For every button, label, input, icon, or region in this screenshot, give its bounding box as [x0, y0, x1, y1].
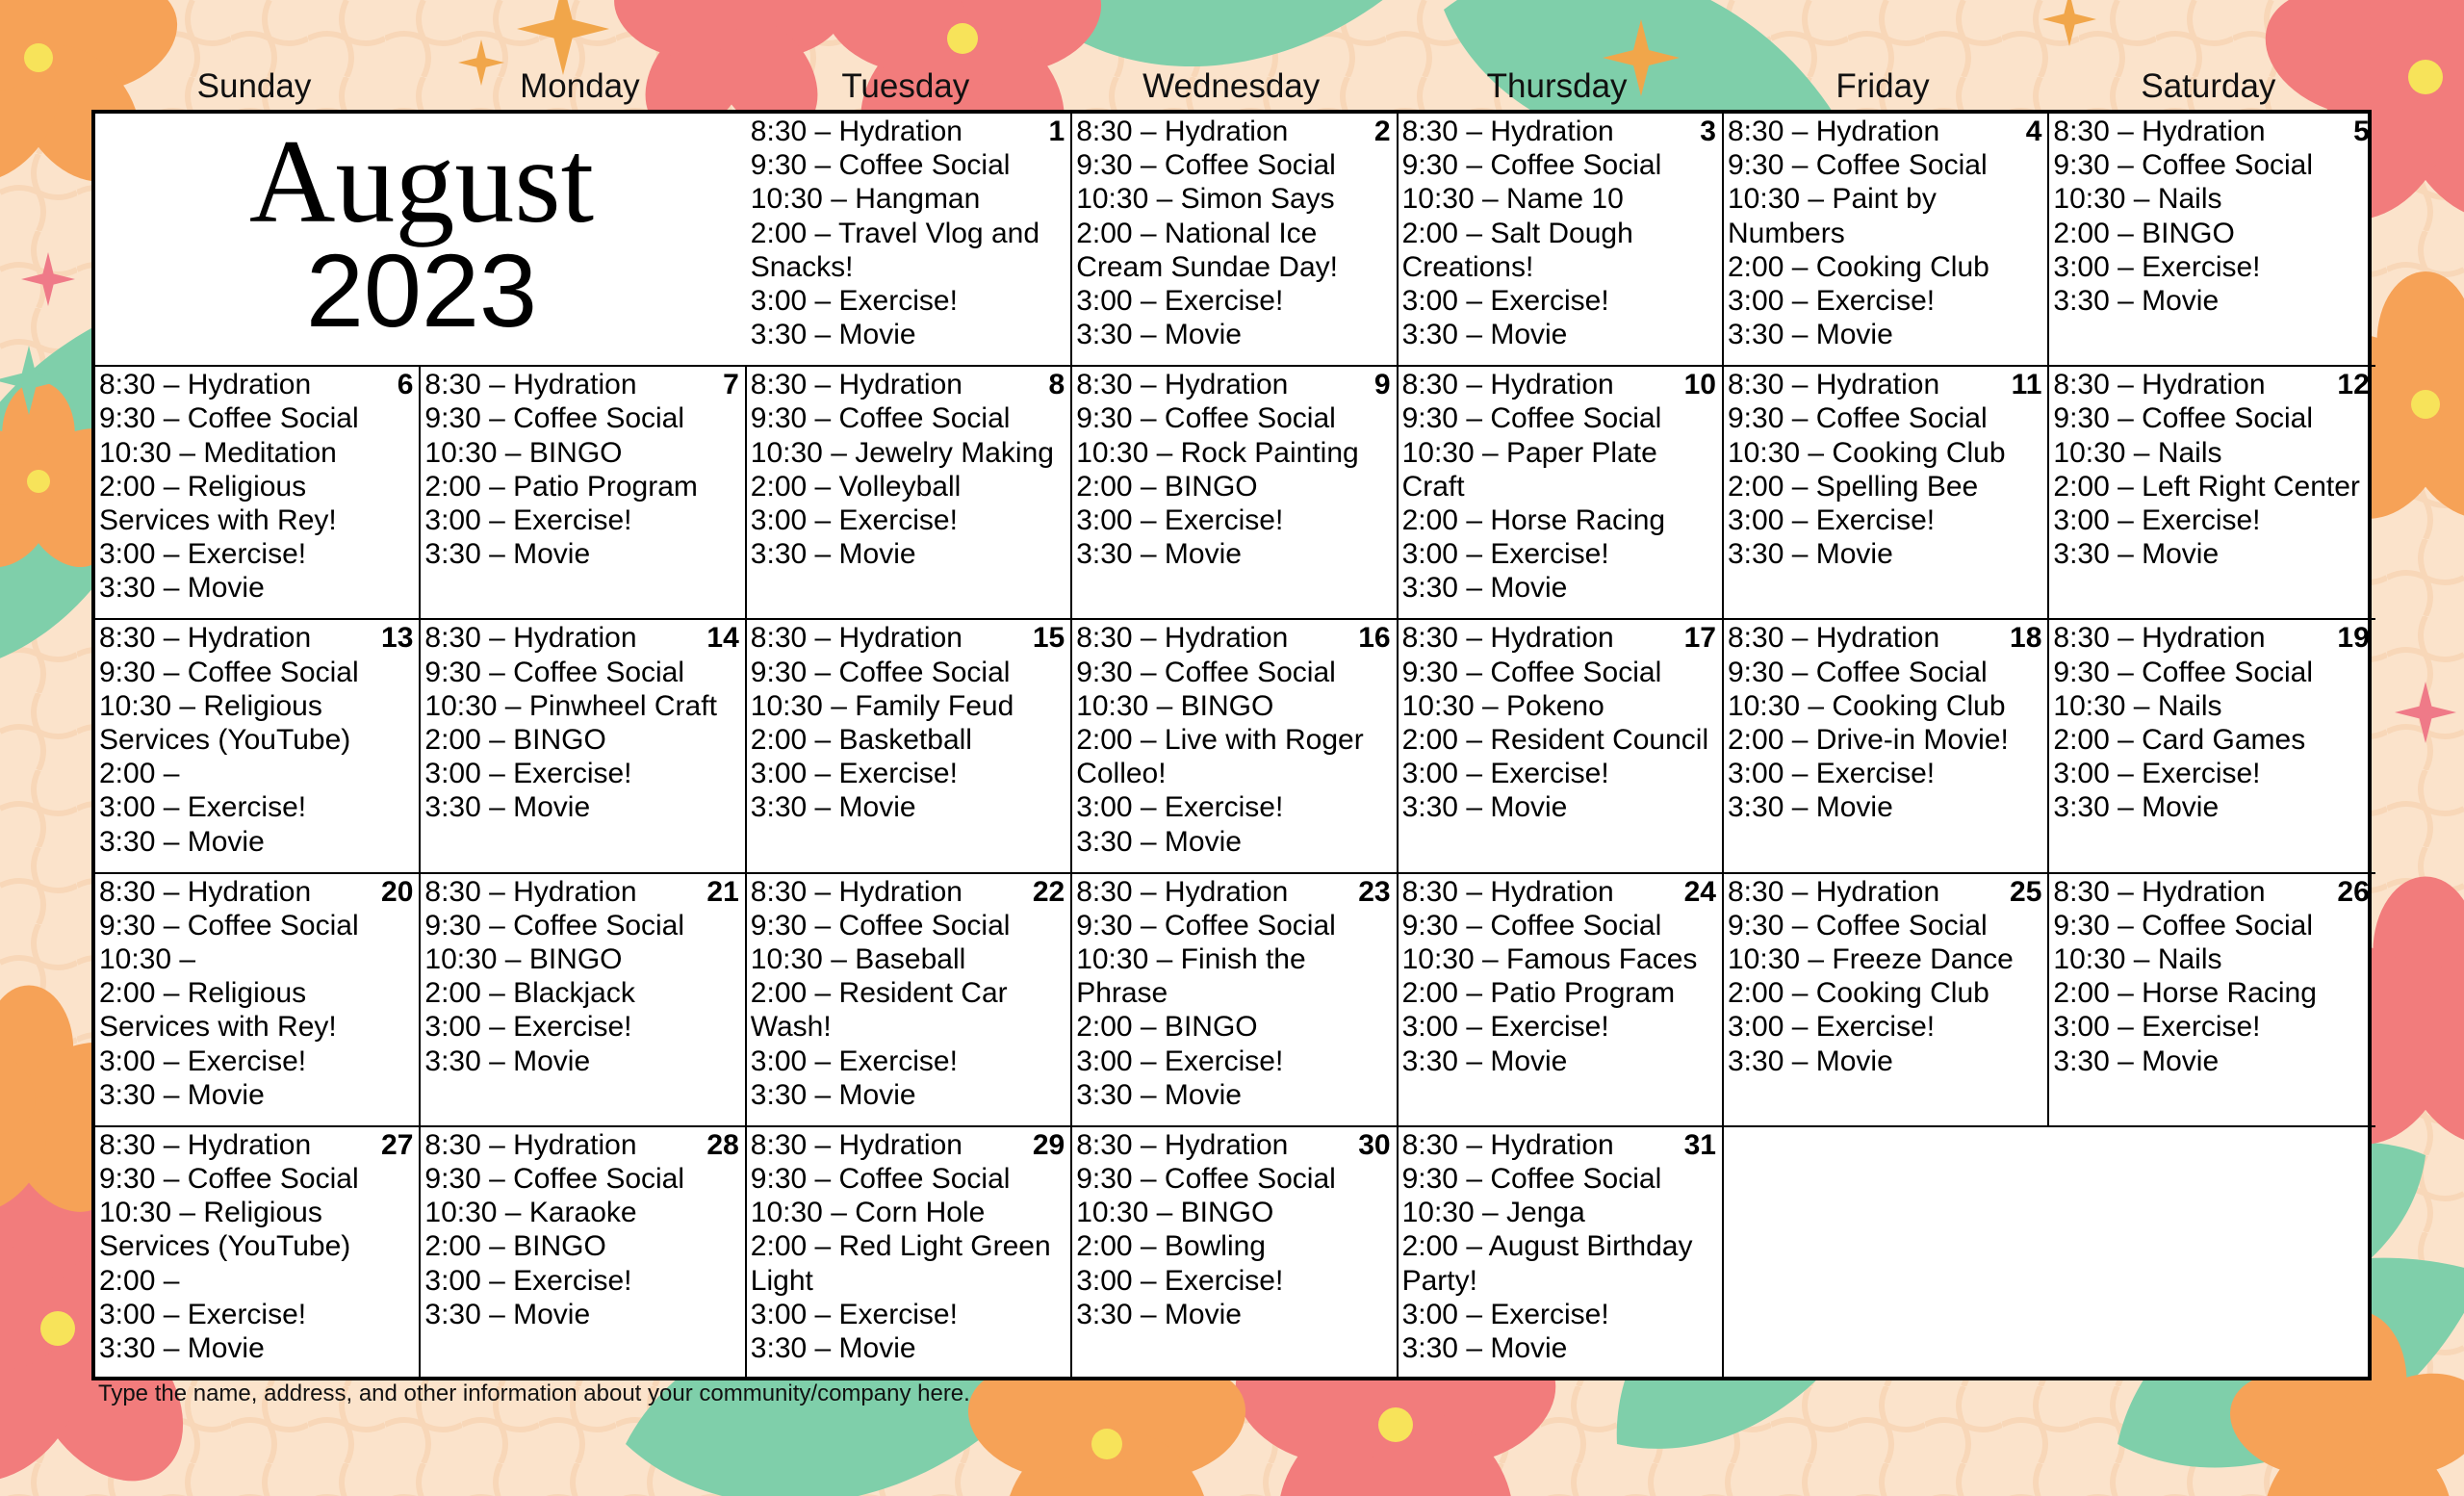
activity-item: 2:00 – Live with Roger Colleo!	[1076, 724, 1373, 790]
activity-item: 8:30 – Hydration	[750, 1128, 962, 1161]
activity-item: 9:30 – Coffee Social	[750, 149, 1011, 182]
weekday-saturday: Saturday	[2141, 67, 2276, 105]
activity-item: 8:30 – Hydration	[1728, 369, 1940, 401]
day-number: 24	[1683, 875, 1716, 908]
activity-item: 3:30 – Movie	[750, 1078, 916, 1111]
activity-item: 10:30 – BINGO	[1076, 1197, 1274, 1229]
weekday-wednesday: Wednesday	[1142, 67, 1321, 105]
activity-item: 8:30 – Hydration	[2053, 622, 2266, 655]
activity-item: 2:00 – Basketball	[750, 724, 972, 756]
activity-item: 8:30 – Hydration	[424, 369, 637, 401]
activity-item: 2:00 – August Birthday Party!	[1401, 1230, 1701, 1297]
weekday-sunday: Sunday	[196, 67, 312, 105]
activity-item: 9:30 – Coffee Social	[750, 656, 1011, 688]
activity-item: 10:30 – Rock Painting	[1076, 436, 1359, 469]
activity-item: 2:00 – Card Games	[2053, 724, 2306, 756]
activity-item: 3:30 – Movie	[750, 791, 916, 824]
activity-item: 2:00 – Spelling Bee	[1728, 470, 1979, 503]
grid-divider	[95, 365, 747, 367]
activity-item: 3:30 – Movie	[2053, 285, 2220, 318]
day-number: 9	[1373, 369, 1391, 401]
activity-item: 3:30 – Movie	[424, 791, 591, 824]
day-cell[interactable]	[1724, 874, 2049, 1127]
activity-item: 8:30 – Hydration	[99, 1128, 312, 1161]
activity-item: 10:30 – Name 10	[1401, 183, 1624, 216]
activity-item: 3:30 – Movie	[2053, 538, 2220, 571]
activity-item: 8:30 – Hydration	[99, 875, 312, 908]
day-cell[interactable]	[747, 1127, 1072, 1380]
activity-item: 2:00 – BINGO	[2053, 217, 2235, 249]
activity-item: 3:00 – Exercise!	[1728, 1011, 1936, 1044]
activity-item: 3:00 – Exercise!	[1076, 791, 1284, 824]
activity-item: 3:00 – Exercise!	[1076, 504, 1284, 536]
day-cell[interactable]	[421, 367, 746, 620]
activity-item: 8:30 – Hydration	[1728, 875, 1940, 908]
activity-item: 10:30 – Pokeno	[1401, 689, 1604, 722]
activity-item: 3:00 – Exercise!	[2053, 758, 2261, 790]
activity-item: 3:30 – Movie	[1076, 1078, 1242, 1111]
day-number: 27	[381, 1128, 414, 1161]
month-title	[95, 114, 748, 367]
activity-item: 8:30 – Hydration	[99, 622, 312, 655]
activity-item: 3:00 – Exercise!	[750, 1045, 958, 1077]
activity-item: 9:30 – Coffee Social	[424, 909, 685, 941]
activity-item: 10:30 – Nails	[2053, 436, 2222, 469]
day-number: 6	[397, 369, 414, 401]
activity-item: 3:30 – Movie	[750, 319, 916, 351]
activity-item: 10:30 – Simon Says	[1076, 183, 1335, 216]
activity-item: 8:30 – Hydration	[99, 369, 312, 401]
activity-item: 8:30 – Hydration	[424, 875, 637, 908]
activity-item: 3:30 – Movie	[99, 825, 265, 858]
day-number: 20	[381, 875, 414, 908]
activity-item: 9:30 – Coffee Social	[2053, 909, 2314, 941]
year: 2023	[305, 232, 538, 348]
activity-item: 10:30 – Religious Services (YouTube)	[99, 1197, 351, 1263]
activity-item: 3:00 – Exercise!	[1076, 1264, 1284, 1297]
activity-item: 3:30 – Movie	[1401, 319, 1568, 351]
activity-item: 8:30 – Hydration	[750, 622, 962, 655]
activity-item: 3:00 – Exercise!	[1076, 285, 1284, 318]
activity-item: 3:30 – Movie	[99, 1332, 265, 1365]
day-cell[interactable]	[2049, 874, 2374, 1127]
day-number: 5	[2353, 116, 2370, 147]
activity-item: 10:30 – Jenga	[1401, 1197, 1585, 1229]
activity-item: 10:30 – Hangman	[750, 183, 981, 216]
activity-item: 9:30 – Coffee Social	[1401, 909, 1662, 941]
day-cell[interactable]	[421, 1127, 746, 1380]
activity-item: 3:00 – Exercise!	[750, 1298, 958, 1330]
activity-item: 2:00 – Left Right Center	[2053, 470, 2360, 503]
activity-item: 9:30 – Coffee Social	[1728, 402, 1988, 435]
activity-item: 10:30 –	[99, 943, 196, 975]
activity-item: 3:00 – Exercise!	[99, 1045, 307, 1077]
day-cell[interactable]	[1072, 874, 1398, 1127]
activity-item: 3:00 – Exercise!	[1076, 1045, 1284, 1077]
day-cell[interactable]	[95, 620, 421, 873]
activity-item: 9:30 – Coffee Social	[99, 1163, 359, 1195]
activity-item: 3:00 – Exercise!	[750, 758, 958, 790]
activity-item: 3:00 – Exercise!	[1401, 1011, 1609, 1044]
activity-item: 3:00 – Exercise!	[2053, 504, 2261, 536]
activity-item: 9:30 – Coffee Social	[1076, 149, 1336, 182]
day-number: 29	[1032, 1128, 1065, 1161]
activity-item: 10:30 – Jewelry Making	[750, 436, 1054, 469]
activity-item: 2:00 – Bowling	[1076, 1230, 1266, 1263]
day-cell[interactable]	[2049, 114, 2374, 367]
activity-item: 3:30 – Movie	[1401, 1045, 1568, 1077]
activity-item: 3:30 – Movie	[2053, 1045, 2220, 1077]
weekday-monday: Monday	[520, 67, 640, 105]
day-cell[interactable]	[1724, 620, 2049, 873]
activity-item: 2:00 – Patio Program	[424, 470, 698, 503]
activity-item: 9:30 – Coffee Social	[1076, 909, 1336, 941]
activity-item: 9:30 – Coffee Social	[750, 1163, 1011, 1195]
activity-item: 3:00 – Exercise!	[99, 1298, 307, 1330]
activity-item: 9:30 – Coffee Social	[1401, 402, 1662, 435]
day-number: 13	[381, 622, 414, 655]
activity-item: 10:30 – Family Feud	[750, 689, 1014, 722]
activity-item: 3:00 – Exercise!	[2053, 1011, 2261, 1044]
day-cell[interactable]	[1399, 620, 1724, 873]
activity-item: 10:30 – Baseball	[750, 943, 966, 975]
activity-item: 3:30 – Movie	[99, 1078, 265, 1111]
activity-item: 10:30 – Nails	[2053, 943, 2222, 975]
activity-item: 2:00 – Resident Car Wash!	[750, 977, 1015, 1044]
activity-item: 8:30 – Hydration	[1076, 875, 1289, 908]
day-number: 31	[1683, 1128, 1716, 1161]
activity-item: 9:30 – Coffee Social	[1076, 402, 1336, 435]
activity-item: 10:30 – BINGO	[424, 943, 623, 975]
day-number: 7	[723, 369, 739, 401]
activity-item: 3:30 – Movie	[750, 538, 916, 571]
activity-item: 2:00 – Patio Program	[1401, 977, 1676, 1010]
activity-item: 3:00 – Exercise!	[1728, 504, 1936, 536]
calendar-grid	[91, 110, 2372, 1380]
activity-item: 3:00 – Exercise!	[424, 758, 632, 790]
activity-item: 9:30 – Coffee Social	[750, 909, 1011, 941]
activity-item: 10:30 – Pinwheel Craft	[424, 689, 717, 722]
weekday-friday: Friday	[1835, 67, 1930, 105]
activity-item: 8:30 – Hydration	[750, 369, 962, 401]
activity-item: 2:00 –	[99, 758, 180, 790]
activity-item: 9:30 – Coffee Social	[1401, 656, 1662, 688]
activity-item: 3:00 – Exercise!	[1401, 758, 1609, 790]
activity-item: 3:30 – Movie	[1076, 825, 1242, 858]
day-cell[interactable]	[95, 367, 421, 620]
activity-item: 9:30 – Coffee Social	[1728, 909, 1988, 941]
day-number: 18	[2010, 622, 2042, 655]
activity-item: 2:00 – Drive-in Movie!	[1728, 724, 2009, 756]
activity-item: 8:30 – Hydration	[424, 622, 637, 655]
activity-item: 10:30 – Corn Hole	[750, 1197, 986, 1229]
activity-item: 10:30 – Nails	[2053, 689, 2222, 722]
activity-item: 9:30 – Coffee Social	[2053, 656, 2314, 688]
activity-item: 10:30 – Cooking Club	[1728, 689, 2006, 722]
activity-item: 9:30 – Coffee Social	[99, 402, 359, 435]
activity-item: 2:00 – Horse Racing	[2053, 977, 2317, 1010]
activity-item: 3:00 – Exercise!	[1728, 758, 1936, 790]
activity-item: 9:30 – Coffee Social	[424, 1163, 685, 1195]
activity-item: 8:30 – Hydration	[1401, 622, 1614, 655]
activity-item: 2:00 – Salt Dough Creations!	[1401, 217, 1642, 283]
activity-item: 2:00 – Horse Racing	[1401, 504, 1666, 536]
day-number: 14	[706, 622, 739, 655]
activity-item: 3:00 – Exercise!	[1401, 1298, 1609, 1330]
activity-item: 9:30 – Coffee Social	[2053, 402, 2314, 435]
activity-item: 9:30 – Coffee Social	[1076, 1163, 1336, 1195]
activity-item: 3:00 – Exercise!	[99, 538, 307, 571]
activity-item: 3:00 – Exercise!	[424, 1264, 632, 1297]
activity-item: 3:00 – Exercise!	[750, 504, 958, 536]
day-cell[interactable]	[1724, 367, 2049, 620]
day-number: 16	[1358, 622, 1391, 655]
activity-item: 8:30 – Hydration	[1401, 1128, 1614, 1161]
activity-item: 8:30 – Hydration	[1401, 369, 1614, 401]
activity-item: 9:30 – Coffee Social	[99, 909, 359, 941]
day-number: 22	[1032, 875, 1065, 908]
day-number: 12	[2337, 369, 2370, 401]
weekday-thursday: Thursday	[1486, 67, 1628, 105]
day-number: 25	[2010, 875, 2042, 908]
day-number: 15	[1032, 622, 1065, 655]
activity-item: 3:30 – Movie	[1728, 791, 1893, 824]
activity-item: 9:30 – Coffee Social	[1728, 149, 1988, 182]
day-number: 23	[1358, 875, 1391, 908]
activity-item: 10:30 – Freeze Dance	[1728, 943, 2014, 975]
activity-item: 3:00 – Exercise!	[99, 791, 307, 824]
activity-item: 10:30 – Cooking Club	[1728, 436, 2006, 469]
activity-item: 2:00 – BINGO	[424, 724, 606, 756]
day-cell[interactable]	[1072, 620, 1398, 873]
day-cell[interactable]	[421, 620, 746, 873]
activity-item: 10:30 – Paint by Numbers	[1728, 183, 1945, 249]
day-cell[interactable]	[747, 874, 1072, 1127]
day-number: 26	[2337, 875, 2370, 908]
activity-item: 3:30 – Movie	[750, 1332, 916, 1365]
day-cell[interactable]	[1072, 114, 1398, 367]
activity-item: 3:30 – Movie	[424, 538, 591, 571]
day-cell[interactable]	[1399, 874, 1724, 1127]
activity-item: 8:30 – Hydration	[1076, 622, 1289, 655]
day-number: 30	[1358, 1128, 1391, 1161]
activity-item: 3:30 – Movie	[1076, 538, 1242, 571]
activity-item: 8:30 – Hydration	[1728, 622, 1940, 655]
day-number: 8	[1048, 369, 1065, 401]
activity-item: 2:00 – BINGO	[1076, 470, 1258, 503]
activity-item: 3:00 – Exercise!	[750, 285, 958, 318]
activity-item: 2:00 – National Ice Cream Sundae Day!	[1076, 217, 1338, 283]
activity-item: 3:30 – Movie	[1728, 1045, 1893, 1077]
day-cell[interactable]	[1399, 367, 1724, 620]
day-cell[interactable]	[747, 620, 1072, 873]
day-cell[interactable]	[2049, 620, 2374, 873]
day-cell[interactable]	[747, 114, 1072, 367]
activity-item: 8:30 – Hydration	[1076, 369, 1289, 401]
day-cell[interactable]	[95, 874, 421, 1127]
activity-item: 8:30 – Hydration	[2053, 369, 2266, 401]
activity-item: 3:00 – Exercise!	[424, 1011, 632, 1044]
activity-item: 3:30 – Movie	[424, 1045, 591, 1077]
activity-item: 2:00 –	[99, 1264, 180, 1297]
activity-item: 10:30 – Paper Plate Craft	[1401, 436, 1666, 503]
activity-item: 9:30 – Coffee Social	[2053, 149, 2314, 182]
activity-item: 3:30 – Movie	[424, 1298, 591, 1330]
activity-item: 9:30 – Coffee Social	[99, 656, 359, 688]
activity-item: 2:00 – Resident Council	[1401, 724, 1709, 756]
activity-item: 9:30 – Coffee Social	[750, 402, 1011, 435]
activity-item: 10:30 – Finish the Phrase	[1076, 943, 1315, 1010]
day-number: 28	[706, 1128, 739, 1161]
activity-item: 2:00 – Blackjack	[424, 977, 635, 1010]
activity-item: 3:30 – Movie	[1076, 319, 1242, 351]
day-number: 11	[2011, 369, 2042, 401]
activity-item: 3:30 – Movie	[1401, 1332, 1568, 1365]
activity-item: 8:30 – Hydration	[750, 875, 962, 908]
day-cell[interactable]	[2049, 367, 2374, 620]
activity-item: 3:00 – Exercise!	[1401, 538, 1609, 571]
activity-item: 10:30 – Religious Services (YouTube)	[99, 689, 351, 756]
activity-item: 3:30 – Movie	[1076, 1298, 1242, 1330]
activity-item: 9:30 – Coffee Social	[1401, 149, 1662, 182]
activity-item: 2:00 – Cooking Club	[1728, 977, 1989, 1010]
day-cell[interactable]	[421, 874, 746, 1127]
day-cell[interactable]	[1399, 1127, 1724, 1380]
activity-item: 3:30 – Movie	[99, 572, 265, 605]
day-number: 3	[1700, 116, 1716, 147]
day-number: 19	[2337, 622, 2370, 655]
footer-note: Type the name, address, and other information about your community/company here.	[98, 1380, 970, 1406]
day-cell[interactable]	[1072, 1127, 1398, 1380]
activity-item: 3:00 – Exercise!	[2053, 250, 2261, 283]
activity-item: 3:30 – Movie	[2053, 791, 2220, 824]
activity-item: 8:30 – Hydration	[1076, 1128, 1289, 1161]
activity-item: 10:30 – Karaoke	[424, 1197, 637, 1229]
activity-item: 8:30 – Hydration	[424, 1128, 637, 1161]
day-number: 10	[1683, 369, 1716, 401]
day-number: 21	[706, 875, 739, 908]
activity-item: 9:30 – Coffee Social	[1076, 656, 1336, 688]
activity-item: 8:30 – Hydration	[1076, 116, 1289, 147]
activity-item: 10:30 – BINGO	[424, 436, 623, 469]
day-number: 2	[1373, 116, 1391, 147]
activity-item: 2:00 – Red Light Green Light	[750, 1230, 1060, 1297]
month-name: August	[248, 116, 595, 247]
activity-item: 8:30 – Hydration	[1728, 116, 1940, 147]
activity-item: 8:30 – Hydration	[2053, 116, 2266, 147]
activity-item: 8:30 – Hydration	[750, 116, 962, 147]
activity-item: 2:00 – Travel Vlog and Snacks!	[750, 217, 1048, 283]
day-cell[interactable]	[1072, 367, 1398, 620]
day-cell[interactable]	[747, 367, 1072, 620]
activity-item: 2:00 – Religious Services with Rey!	[99, 977, 337, 1044]
activity-item: 9:30 – Coffee Social	[1728, 656, 1988, 688]
activity-item: 3:30 – Movie	[1728, 538, 1893, 571]
activity-item: 3:00 – Exercise!	[1401, 285, 1609, 318]
activity-item: 3:30 – Movie	[1401, 572, 1568, 605]
activity-item: 3:00 – Exercise!	[424, 504, 632, 536]
day-number: 4	[2025, 116, 2042, 147]
weekday-tuesday: Tuesday	[841, 67, 970, 105]
day-cell[interactable]	[1724, 114, 2049, 367]
activity-item: 2:00 – Religious Services with Rey!	[99, 470, 337, 536]
day-cell[interactable]	[95, 1127, 421, 1380]
day-number: 1	[1048, 116, 1065, 147]
activity-item: 3:30 – Movie	[1401, 791, 1568, 824]
activity-item: 10:30 – BINGO	[1076, 689, 1274, 722]
activity-item: 8:30 – Hydration	[1401, 116, 1614, 147]
activity-item: 10:30 – Nails	[2053, 183, 2222, 216]
day-number: 17	[1683, 622, 1716, 655]
activity-item: 2:00 – Cooking Club	[1728, 250, 1989, 283]
activity-item: 10:30 – Meditation	[99, 436, 337, 469]
activity-item: 8:30 – Hydration	[1401, 875, 1614, 908]
activity-item: 3:30 – Movie	[1728, 319, 1893, 351]
activity-item: 8:30 – Hydration	[2053, 875, 2266, 908]
activity-item: 9:30 – Coffee Social	[1401, 1163, 1662, 1195]
activity-item: 2:00 – BINGO	[1076, 1011, 1258, 1044]
day-cell[interactable]	[1399, 114, 1724, 367]
activity-item: 3:00 – Exercise!	[1728, 285, 1936, 318]
activity-item: 9:30 – Coffee Social	[424, 402, 685, 435]
activity-item: 2:00 – Volleyball	[750, 470, 962, 503]
activity-item: 2:00 – BINGO	[424, 1230, 606, 1263]
activity-item: 9:30 – Coffee Social	[424, 656, 685, 688]
activity-item: 10:30 – Famous Faces	[1401, 943, 1698, 975]
